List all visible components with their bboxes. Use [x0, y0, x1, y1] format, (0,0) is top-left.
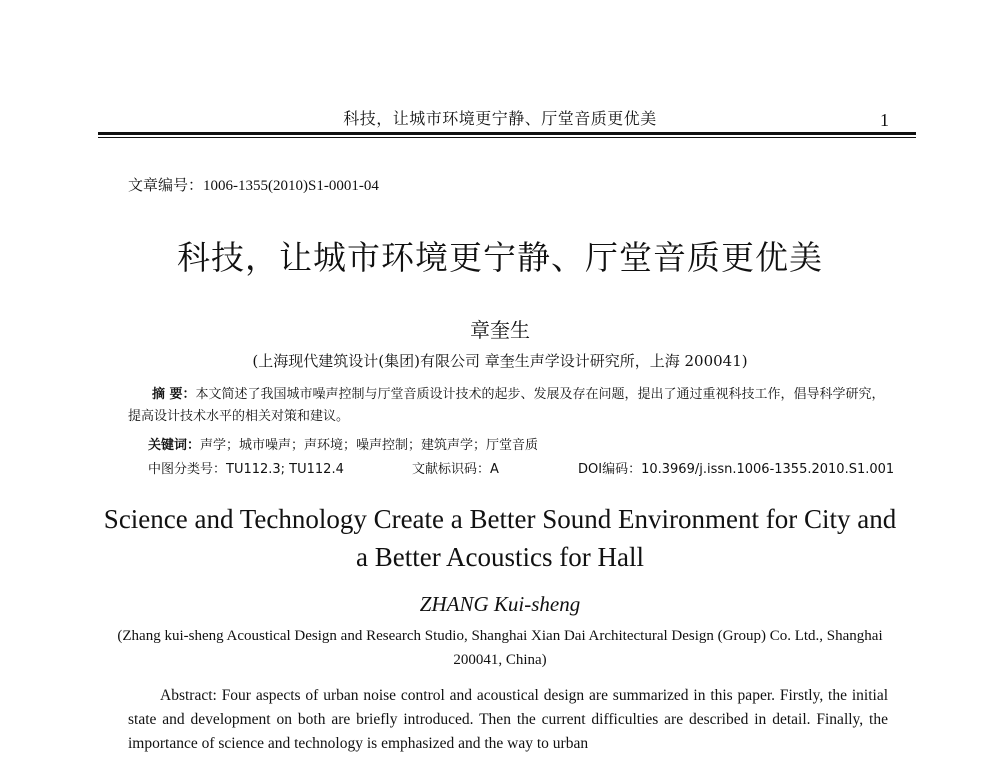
abstract-chinese-label: 摘 要： [152, 387, 196, 402]
doi-code: DOI编码：10.3969/j.issn.1006-1355.2010.S1.001 [578, 462, 895, 477]
affiliation-english: (Zhang kui-sheng Acoustical Design and Research Studio, Shanghai Xian Dai Architectural Design (Group) Co. Ltd., Shanghai 200041, China) [117, 628, 883, 668]
keywords-chinese [148, 434, 538, 453]
clc-number: 中图分类号：TU112.3; TU112.4 [148, 462, 344, 477]
document-code: 文献标识码：A [412, 462, 499, 477]
header-rule-thick [98, 132, 916, 135]
author-chinese: 章奎生 [470, 318, 530, 342]
abstract-english [128, 684, 888, 756]
keywords-chinese-text: 声学；城市噪声；声环境；噪声控制；建筑声学；厅堂音质 [200, 438, 539, 453]
header-rule-thin [98, 137, 916, 138]
running-header-title: 科技，让城市环境更宁静、厅堂音质更优美 [343, 109, 657, 128]
article-number: 文章编号：1006-1355(2010)S1-0001-04 [128, 178, 379, 194]
affiliation-chinese: (上海现代建筑设计(集团)有限公司 章奎生声学设计研究所，上海 200041) [252, 352, 748, 370]
keywords-chinese-label: 关键词： [148, 438, 201, 453]
abstract-chinese-text: 本文简述了我国城市噪声控制与厅堂音质设计技术的起步、发展及存在问题，提出了通过重视科技工作，倡导科学研究，提高设计技术水平的相关对策和建议。 [128, 387, 885, 424]
title-english: Science and Technology Create a Better Sound Environment for City and a Better Acoustics for Hall [103, 504, 897, 572]
abstract-chinese [128, 384, 888, 428]
page-number: 1 [880, 110, 889, 130]
abstract-english-text: Four aspects of urban noise control and acoustical design are summarized in this paper. Firstly, the initial state and development on both are briefly introduced. Then the current difficulties are described in detail. Finally, the importance of science and technology is emphasized and the way to urban [128, 687, 889, 752]
author-english: ZHANG Kui-sheng [419, 592, 581, 616]
abstract-english-label: Abstract: [160, 687, 217, 704]
title-chinese: 科技，让城市环境更宁静、厅堂音质更优美 [177, 238, 823, 277]
